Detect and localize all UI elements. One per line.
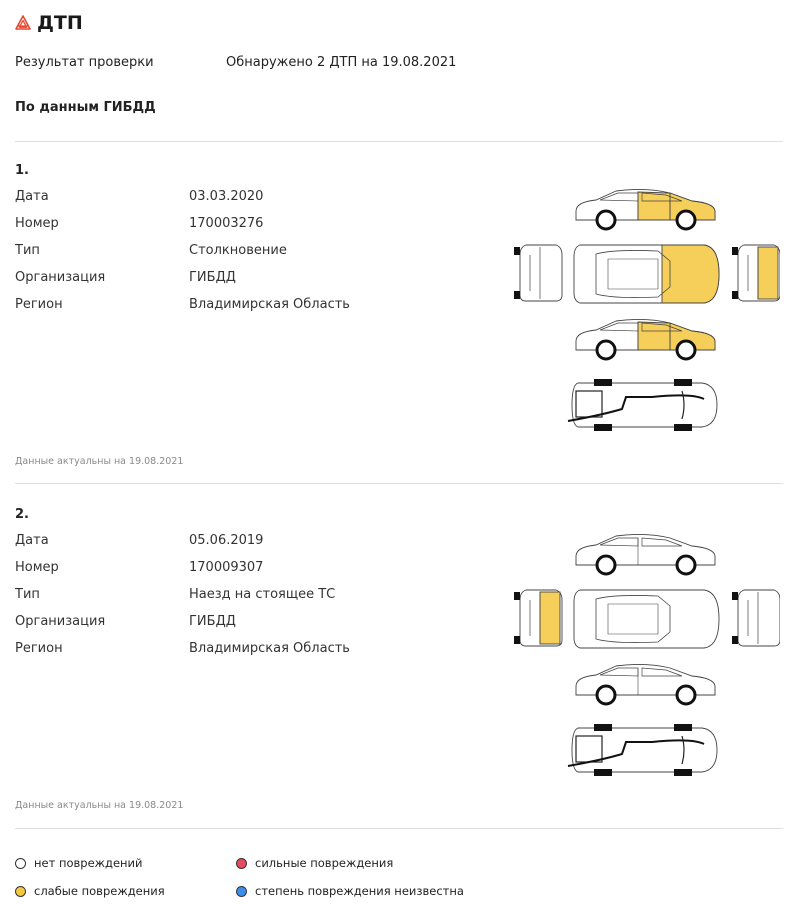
wheel: [677, 341, 695, 359]
car-top-view: [574, 590, 719, 648]
field-value-number: 170003276: [189, 216, 264, 231]
warning-triangle-icon: [15, 15, 31, 31]
car-end-view: [514, 245, 562, 301]
wheel: [677, 686, 695, 704]
legend-swatch: [15, 886, 26, 897]
field-label-type: Тип: [15, 587, 40, 602]
field-label-org: Организация: [15, 614, 106, 629]
field-label-date: Дата: [15, 533, 49, 548]
legend-item-unknown: [236, 884, 464, 898]
legend-label: слабые повреждения: [34, 884, 165, 898]
field-value-number: 170009307: [189, 560, 264, 575]
field-label-date: Дата: [15, 189, 49, 204]
car-damage-diagram: [510, 528, 780, 778]
field-label-region: Регион: [15, 297, 63, 312]
field-value-type: Столкновение: [189, 243, 287, 258]
car-side-view: [576, 189, 715, 229]
legend-label: степень повреждения неизвестна: [255, 884, 464, 898]
car-side-view: [576, 534, 715, 574]
result-value: Обнаружено 2 ДТП на 19.08.2021: [226, 55, 457, 70]
car-chassis-view: [568, 379, 717, 431]
legend-label: нет повреждений: [34, 856, 143, 870]
car-damage-diagram: [510, 183, 780, 433]
divider: [15, 483, 783, 484]
car-end-view: [732, 245, 780, 301]
page-title: ДТП: [37, 12, 83, 34]
field-label-number: Номер: [15, 560, 59, 575]
wheel: [677, 556, 695, 574]
field-value-date: 05.06.2019: [189, 533, 264, 548]
car-side-view: [576, 319, 715, 359]
field-label-number: Номер: [15, 216, 59, 231]
legend-swatch: [15, 858, 26, 869]
field-value-type: Наезд на стоящее ТС: [189, 587, 336, 602]
legend-swatch: [236, 858, 247, 869]
field-value-region: Владимирская Область: [189, 297, 350, 312]
divider: [15, 828, 783, 829]
wheel: [597, 211, 615, 229]
legend-swatch: [236, 886, 247, 897]
field-value-date: 03.03.2020: [189, 189, 264, 204]
section-header: [15, 10, 83, 36]
car-end-view: [514, 590, 562, 646]
result-label: Результат проверки: [15, 55, 154, 70]
car-top-view: [574, 245, 719, 303]
field-value-org: ГИБДД: [189, 270, 236, 285]
car-side-view: [576, 664, 715, 704]
legend-item-light: [15, 884, 165, 898]
divider: [15, 141, 783, 142]
accident-number: 2.: [15, 507, 29, 522]
car-chassis-view: [568, 724, 717, 776]
accident-number: 1.: [15, 163, 29, 178]
legend-item-none: [15, 856, 143, 870]
car-end-view: [732, 590, 780, 646]
legend-item-severe: [236, 856, 393, 870]
actual-note: Данные актуальны на 19.08.2021: [15, 456, 184, 467]
legend-label: сильные повреждения: [255, 856, 394, 870]
wheel: [677, 211, 695, 229]
field-label-org: Организация: [15, 270, 106, 285]
field-label-region: Регион: [15, 641, 63, 656]
field-label-type: Тип: [15, 243, 40, 258]
wheel: [597, 556, 615, 574]
actual-note: Данные актуальны на 19.08.2021: [15, 800, 184, 811]
source-heading: По данным ГИБДД: [15, 100, 156, 115]
field-value-region: Владимирская Область: [189, 641, 350, 656]
wheel: [597, 686, 615, 704]
field-value-org: ГИБДД: [189, 614, 236, 629]
wheel: [597, 341, 615, 359]
